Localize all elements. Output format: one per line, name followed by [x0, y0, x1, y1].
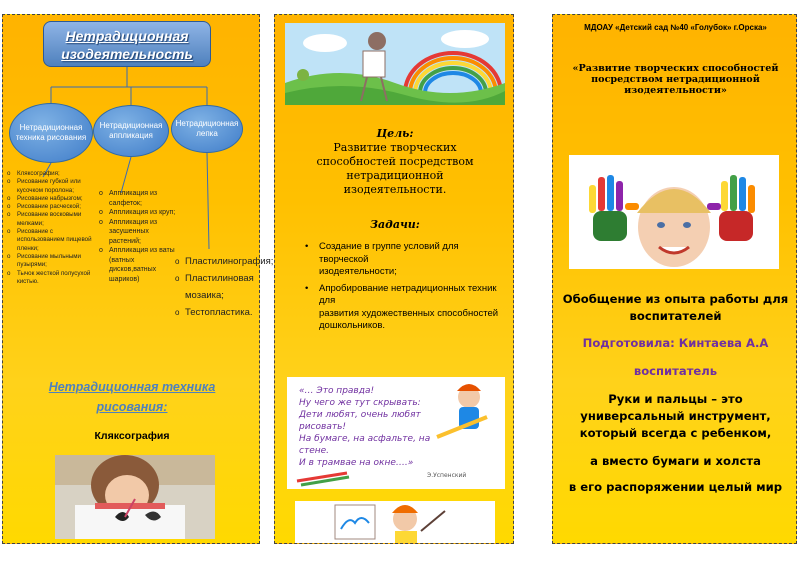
author-role: воспитатель [633, 364, 718, 378]
quote-line: На бумаге, на асфальте, на [299, 434, 431, 444]
tasks-list [303, 241, 499, 337]
oval-applique: Нетрадиционная аппликация [93, 105, 169, 157]
list-item: o Тестопластика. [175, 304, 259, 321]
quote-line: «… Это правда! [299, 386, 375, 396]
quote-line: И в трамвае на окне….» [299, 458, 414, 468]
quote-line: стене. [299, 446, 330, 456]
hands-quote-line-3: в его распоряжении целый мир [568, 480, 783, 494]
list-item: o Аппликация из засушенных растений; [99, 218, 177, 247]
brochure-panel-middle [274, 14, 514, 544]
oval-modeling: Нетрадиционная лепка [171, 105, 243, 153]
photo-child-blowing-paint [55, 455, 215, 539]
organization-name: МДОАУ «Детский сад №40 «Голубок» г.Орска» [584, 23, 767, 32]
generalization-text: Обобщение из опыта работы для воспитателей [562, 292, 789, 323]
list-drawing-techniques [7, 170, 99, 286]
diagram-title: Нетрадиционная изодеятельность [43, 21, 211, 67]
hands-quote-line-2: а вместо бумаги и холста [590, 454, 761, 468]
prepared-by: Подготовила: Кинтаева А.А [582, 336, 769, 350]
oval-drawing-technique: Нетрадиционная техника рисования [9, 103, 93, 163]
list-item: o Кляксография; [7, 170, 99, 178]
list-item: • Создание в группе условий для творческой изодеятельности; [303, 241, 499, 279]
quote-line: рисовать! [299, 422, 346, 432]
clipart-boy-painting [295, 501, 495, 543]
poem-quote-card [287, 377, 505, 489]
list-modeling-techniques [175, 253, 274, 321]
list-item: o Рисование с использованием пищевой пленки; [7, 228, 99, 253]
goal-heading: Цель: [376, 127, 414, 140]
list-item: o Рисование набрызгом; [7, 195, 99, 203]
brochure-theme-title: «Развитие творческих способностей посредством нетрадиционной изодеятельности» [572, 63, 779, 96]
list-item: o Аппликация из салфеток; [99, 189, 177, 208]
tasks-heading: Задачи: [370, 218, 420, 231]
goal-text: Развитие творческих способностей посредством нетрадиционной изодеятельности. [316, 141, 474, 196]
section-subtitle: Нетрадиционная техника рисования: [48, 380, 216, 414]
clipart-landscape-easel [285, 23, 505, 105]
list-item: o Аппликация из круп; [99, 208, 177, 218]
list-item: o Рисование расческой; [7, 203, 99, 211]
list-item: o Рисование восковыми мелками; [7, 211, 99, 228]
brochure-panel-left [2, 14, 274, 544]
quote-line: Дети любят, очень любят [299, 410, 421, 420]
list-item: • Апробирование нетрадиционных техник для развития художественных способностей дошкольников. [303, 283, 499, 333]
brochure-panel-right [552, 14, 797, 544]
list-item: o Тычок жесткой полусухой кистью. [7, 270, 99, 287]
quote-author: Э.Успенский [427, 472, 467, 479]
list-item: o Рисование губкой или кусочком поролона; [7, 178, 99, 195]
list-item: o Пластилиновая мозаика; [175, 270, 259, 304]
list-item: o Пластилинография; [175, 253, 259, 270]
quote-line: Ну чего же тут скрывать: [299, 398, 421, 408]
section-heading: Кляксография [94, 430, 170, 442]
list-applique-techniques [99, 189, 177, 284]
list-item: o Рисование мыльными пузырями; [7, 253, 99, 270]
list-item: o Аппликация из ваты (ватных дисков,ватных шариков) [99, 246, 177, 284]
hands-quote-line-1: Руки и пальцы – это универсальный инструмент, который всегда с ребенком, [579, 392, 772, 440]
photo-child-painted-hands [569, 155, 779, 269]
